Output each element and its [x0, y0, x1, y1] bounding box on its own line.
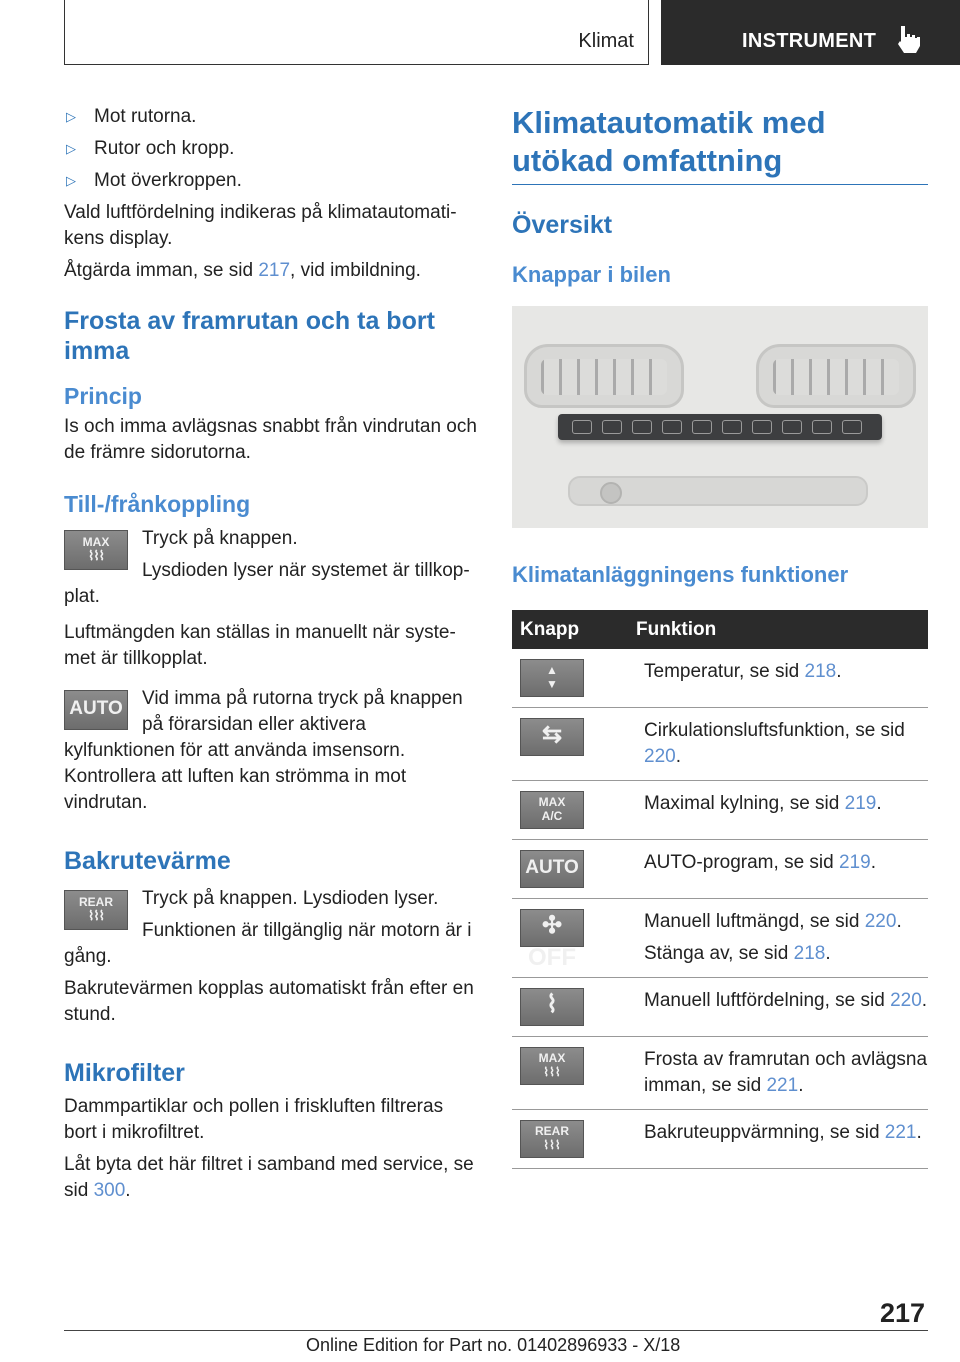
rear-press-text: Tryck på knappen. Lysdioden lyser.	[142, 888, 439, 909]
triangle-bullet-icon: ▷	[66, 109, 76, 124]
triangle-bullet-icon: ▷	[66, 141, 76, 156]
climate-button-icon: ▲ ▼	[520, 659, 584, 697]
bullet-item: ▷ Rutor och kropp.	[64, 136, 478, 162]
page-link[interactable]: 219	[838, 852, 871, 873]
chapter-title: Klimat	[578, 30, 634, 52]
mikro-text: Dammpartiklar och pollen i friskluften filtreras bort i mikrofiltret.	[64, 1096, 444, 1143]
rear-auto-text: Bakrutevärmen kopplas automatiskt från efter en stund.	[64, 978, 474, 1025]
defrost-waves-icon: ⌇⌇⌇	[87, 548, 105, 563]
climate-control-strip	[558, 414, 882, 440]
climate-button-icon: ✣ OFF	[520, 909, 584, 947]
display-paragraph: Vald luftfördelning indikeras på klimatautomatikens display.	[64, 202, 457, 249]
princip-text: Is och imma avlägsnas snabbt från vindrutan och de främre sidorutorna.	[64, 416, 477, 463]
function-description: Cirkulationsluftsfunktion, se sid 220.	[644, 720, 905, 767]
funktioner-heading: Klimatanläggningens funktioner	[512, 562, 849, 587]
function-description: Stänga av, se sid 218.	[644, 943, 831, 964]
left-column	[64, 104, 478, 1210]
function-description: Bakruteuppvärmning, se sid 221.	[644, 1122, 922, 1143]
col-funktion-header: Funktion	[636, 610, 928, 649]
volume-knob	[600, 482, 622, 504]
max-led-text: Lysdioden lyser när systemet är tillkopplat.	[64, 560, 470, 607]
mikro-byt-text: Låt byta det här filtret i samband med service, se sid 300.	[64, 1154, 474, 1201]
section-title: INSTRUMENT	[742, 30, 877, 52]
page-number: 217	[880, 1298, 926, 1328]
imma-paragraph: Åtgärda imman, se sid 217, vid imbildning.	[64, 260, 421, 281]
edition-footer: Online Edition for Part no. 01402896933 - X/18	[306, 1335, 681, 1355]
bullet-item: ▷ Mot överkroppen.	[64, 168, 478, 194]
header-section-box	[661, 0, 960, 65]
page-link[interactable]: 218	[804, 661, 837, 682]
auto-block	[64, 686, 478, 816]
climate-button-icon: ⌇	[520, 988, 584, 1026]
page-link[interactable]: 221	[884, 1122, 917, 1143]
climate-button-icon: MAX ⌇⌇⌇	[520, 1047, 584, 1085]
function-description: AUTO-program, se sid 219.	[644, 852, 876, 873]
table-row	[512, 708, 928, 781]
function-description: Temperatur, se sid 218.	[644, 661, 842, 682]
bullet-item: ▷ Mot rutorna.	[64, 104, 478, 130]
function-description: Manuell luftfördelning, se sid 220.	[644, 990, 928, 1011]
princip-heading: Princip	[64, 383, 142, 409]
page-link[interactable]: 300	[93, 1180, 126, 1201]
climate-button-icon: ⇆	[520, 718, 584, 756]
function-description: Frosta av framrutan och avlägsna imman, se sid 221.	[644, 1049, 928, 1096]
main-title: Klimatautomatik med utökad omfattning	[512, 104, 928, 185]
pointing-hand-icon	[895, 24, 921, 54]
rear-button-image: REAR ⌇⌇⌇	[64, 890, 128, 930]
left-air-vent	[524, 344, 684, 408]
auto-text: Vid imma på rutorna tryck på knappen på förarsidan eller aktivera kylfunktionen för att använda imsensorn. Kontrollera att luften kan strömma in mot vindrutan.	[64, 688, 463, 813]
dashboard-photo	[512, 306, 928, 528]
footer-rule	[64, 1330, 928, 1331]
right-column	[512, 104, 928, 1169]
rear-heat-waves-icon: ⌇⌇⌇	[87, 908, 105, 923]
climate-button-icon: REAR ⌇⌇⌇	[520, 1120, 584, 1158]
page-link[interactable]: 219	[844, 793, 877, 814]
table-row	[512, 1110, 928, 1169]
till-heading: Till-/frånkoppling	[64, 491, 251, 517]
climate-button-icon: MAX A/C	[520, 791, 584, 829]
table-row	[512, 1037, 928, 1110]
function-table	[512, 610, 928, 1169]
triangle-bullet-icon: ▷	[66, 173, 76, 188]
header-chapter-box	[64, 0, 649, 65]
table-row	[512, 899, 928, 978]
knappar-heading: Knappar i bilen	[512, 262, 671, 287]
max-defrost-block	[64, 526, 478, 610]
bakrute-heading: Bakrutevärme	[64, 847, 231, 875]
page-link[interactable]: 220	[644, 746, 676, 767]
frost-heading: Frosta av framrutan och ta bort imma	[64, 307, 435, 365]
auto-button-image: AUTO	[64, 690, 128, 730]
max-defrost-button-image: MAX ⌇⌇⌇	[64, 530, 128, 570]
table-row	[512, 840, 928, 899]
page-link[interactable]: 220	[890, 990, 922, 1011]
table-row	[512, 781, 928, 840]
page-link[interactable]: 220	[864, 911, 897, 932]
function-description: Manuell luftmängd, se sid 220.	[644, 911, 902, 932]
function-description: Maximal kylning, se sid 219.	[644, 793, 882, 814]
table-header-row	[512, 610, 928, 649]
rear-block	[64, 886, 478, 970]
page-link[interactable]: 218	[793, 943, 826, 964]
oversikt-heading: Översikt	[512, 211, 613, 239]
page-link[interactable]: 221	[766, 1075, 799, 1096]
right-air-vent	[756, 344, 916, 408]
max-press-text: Tryck på knappen.	[142, 528, 298, 549]
luft-manual-text: Luftmängden kan ställas in manuellt när systemet är tillkopplat.	[64, 622, 456, 669]
table-row	[512, 978, 928, 1037]
rear-func-text: Funktionen är tillgänglig när motorn är i gång.	[64, 920, 472, 967]
mikro-heading: Mikrofilter	[64, 1059, 185, 1087]
climate-button-icon: AUTO	[520, 850, 584, 888]
page-link[interactable]: 217	[258, 260, 291, 281]
table-row	[512, 649, 928, 708]
col-knapp-header: Knapp	[512, 610, 636, 649]
